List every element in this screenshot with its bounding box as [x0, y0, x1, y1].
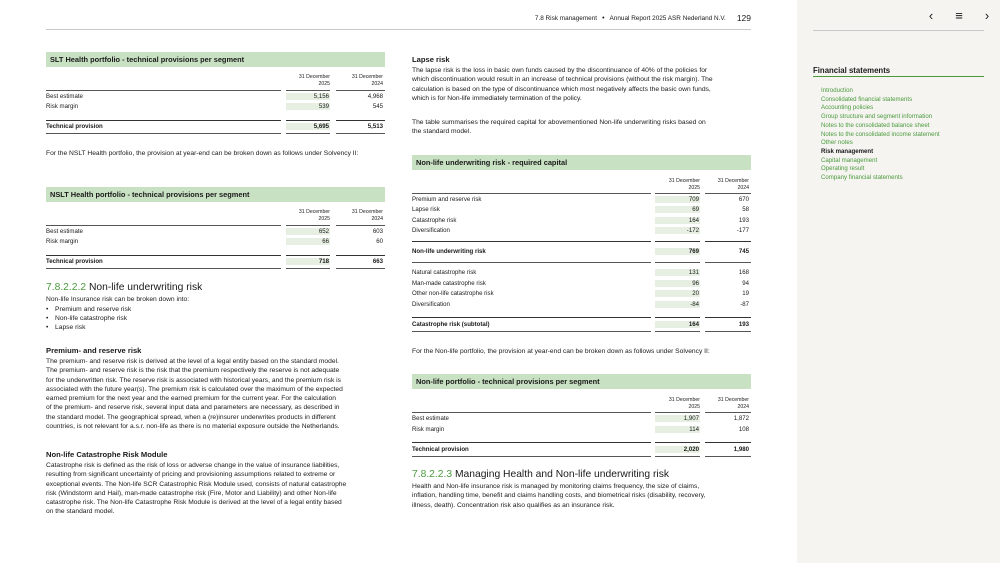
nonlife-risk-intro: Non-life Insurance risk can be broken down into: [46, 296, 190, 303]
page-number: 129 [736, 13, 751, 23]
nlur-table [412, 176, 751, 336]
catastrophe-heading: Non-life Catastrophe Risk Module [46, 450, 168, 459]
table-row: Best estimate 5,156 4,968 [46, 93, 383, 100]
lapse-risk-heading: Lapse risk [412, 55, 450, 64]
table-total-row: Technical provision 718 663 [46, 258, 383, 265]
sidebar-item-other-notes[interactable]: Other notes [821, 139, 853, 147]
sidebar-divider [813, 30, 984, 31]
table-row: Diversification -172 -177 [412, 227, 749, 234]
table-row: Risk margin 66 60 [46, 238, 383, 245]
table-total-row: Technical provision 2,020 1,980 [412, 446, 749, 453]
premium-reserve-text: The premium- and reserve risk is derived at the level of a legal entity based on the standard model. The premium- and reserve risk is the risk that the premium respectively the reserve is not adequate for the underwritten risk. The reserve risk is associated with historical years, and the premium risk is associated with the future year(s). The premium risk is calculated over the maximum of the expected earned premium for the next year and the earned premium for the current year. For the calculation of the premium- and reserve risk, several input data and parameters are necessary, as described in the standard model. The geographical spread, when a (re)insurer underwrites products in different countries, is not relevant for a.s.r. non-life as there is no material exposure outside the Netherlands. [46, 358, 343, 431]
table-row: Risk margin 539 545 [46, 103, 383, 110]
sidebar-item-introduction[interactable]: Introduction [821, 87, 853, 94]
sidebar-toc [821, 87, 940, 183]
nltp-table [412, 395, 751, 459]
table-row: Best estimate 1,907 1,872 [412, 415, 749, 422]
nslt-table-title: NSLT Health portfolio - technical provisions per segment [46, 187, 385, 202]
nslt-table [46, 207, 385, 271]
slt-table [46, 72, 385, 136]
sidebar-item-notes-balance-sheet[interactable]: Notes to the consolidated balance sheet [821, 121, 930, 129]
header-section: 7.8 Risk management [534, 14, 598, 22]
nlur-col-2025: 31 December 2025 [668, 178, 700, 191]
table-row: Other non-life catastrophe risk 20 19 [412, 290, 749, 297]
managing-risk-text: Health and Non-life insurance risk is managed by monitoring claims frequency, the size of claims, inflation, handling time, benefit and claims handling costs, and biometrical risks (disability, recovery, illness, death). Concentration risk also qualifies as an insurance risk. [412, 483, 706, 509]
nonlife-intro-text: For the Non-life portfolio, the provision at year-end can be broken down as follows under Solvency II: [412, 348, 710, 355]
next-page-icon[interactable]: › [984, 8, 990, 23]
nltp-table-title: Non-life portfolio - technical provisions per segment [412, 374, 751, 389]
table-row: Natural catastrophe risk 131 168 [412, 269, 749, 276]
page-navigation [924, 8, 994, 23]
table-row: Premium and reserve risk 709 670 [412, 196, 749, 203]
lapse-risk-text: The lapse risk is the loss in basic own funds caused by the discontinuance of 40% of the policies for which discontinuation would result in an increase of technical provisions (without the risk margin). The calculation is based on the type of discontinuance which most negatively affects the basic own funds, which is for Non-life immediately termination of the policy. [412, 67, 713, 102]
nltp-col-2025: 31 December 2025 [668, 397, 700, 410]
nlur-col-2024: 31 December 2024 [717, 178, 749, 191]
table-row: Best estimate 652 603 [46, 228, 383, 235]
previous-page-icon[interactable]: ‹ [928, 8, 934, 23]
nltp-col-2024: 31 December 2024 [717, 397, 749, 410]
list-item: • Non-life catastrophe risk [46, 314, 131, 323]
table-row: Risk margin 114 108 [412, 426, 749, 433]
header-separator: • [602, 14, 605, 22]
nslt-col-2024: 31 December 2024 [351, 209, 383, 222]
section-heading-7823: 7.8.2.2.3 Managing Health and Non-life underwriting risk [412, 469, 670, 480]
navigation-sidebar [797, 0, 1000, 563]
premium-reserve-heading: Premium- and reserve risk [46, 346, 142, 355]
slt-table-title: SLT Health portfolio - technical provisions per segment [46, 52, 385, 67]
header-divider [46, 29, 751, 30]
table-row: Catastrophe risk 164 193 [412, 217, 749, 224]
nslt-col-2025: 31 December 2025 [298, 209, 330, 222]
catastrophe-text: Catastrophe risk is defined as the risk of loss or adverse change in the value of insurance liabilities, resulting from significant uncertainty of pricing and provisioning assumptions related to extreme or exceptional events. The Non-life SCR Catastrophic Risk Module used, consists of natural catastrophe risk (Windstorm and Hail), man-made catastrophe risk (Fire, Motor and Liability) and other Non-life catastrophe risk. The Non-life Catastrophe Risk Module is derived at the level of a legal entity based on the standard model. [46, 462, 347, 516]
slt-col-2024: 31 December 2024 [351, 74, 383, 87]
sidebar-item-group-structure[interactable]: Group structure and segment information [821, 113, 933, 121]
list-item: • Premium and reserve risk [46, 305, 131, 314]
table-row: Lapse risk 69 58 [412, 206, 749, 213]
running-header [535, 13, 751, 23]
section-heading-7822: 7.8.2.2.2 Non-life underwriting risk [46, 282, 203, 293]
sidebar-item-risk-management[interactable]: Risk management [821, 147, 874, 155]
lapse-table-intro: The table summarises the required capital for abovementioned Non-life underwriting risks based on the standard model. [412, 119, 706, 136]
slt-col-2025: 31 December 2025 [298, 74, 330, 87]
menu-icon[interactable]: ≡ [955, 8, 963, 23]
list-item: • Lapse risk [46, 323, 131, 332]
sidebar-item-notes-income-statement[interactable]: Notes to the consolidated income statement [821, 130, 940, 138]
nlur-table-title: Non-life underwriting risk - required capital [412, 155, 751, 170]
sidebar-item-company-financial-statements[interactable]: Company financial statements [821, 174, 903, 182]
table-row: Man-made catastrophe risk 96 94 [412, 280, 749, 287]
table-total-row: Technical provision 5,695 5,513 [46, 123, 383, 130]
sidebar-item-capital-management[interactable]: Capital management [821, 156, 878, 164]
nonlife-risk-list [46, 305, 131, 333]
table-subtotal-row: Non-life underwriting risk 769 745 [412, 248, 749, 255]
sidebar-item-consolidated-financial-statements[interactable]: Consolidated financial statements [821, 95, 913, 103]
sidebar-item-accounting-policies[interactable]: Accounting policies [821, 104, 874, 112]
table-subtotal-row: Catastrophe risk (subtotal) 164 193 [412, 321, 749, 328]
sidebar-title[interactable]: Financial statements [813, 66, 891, 75]
table-row: Diversification -84 -87 [412, 301, 749, 308]
sidebar-item-operating-result[interactable]: Operating result [821, 165, 865, 173]
nslt-intro-text: For the NSLT Health portfolio, the provision at year-end can be broken down as follows under Solvency II: [46, 150, 359, 157]
header-report-title: Annual Report 2025 ASR Nederland N.V. [609, 14, 726, 22]
sidebar-title-underline [813, 76, 984, 77]
